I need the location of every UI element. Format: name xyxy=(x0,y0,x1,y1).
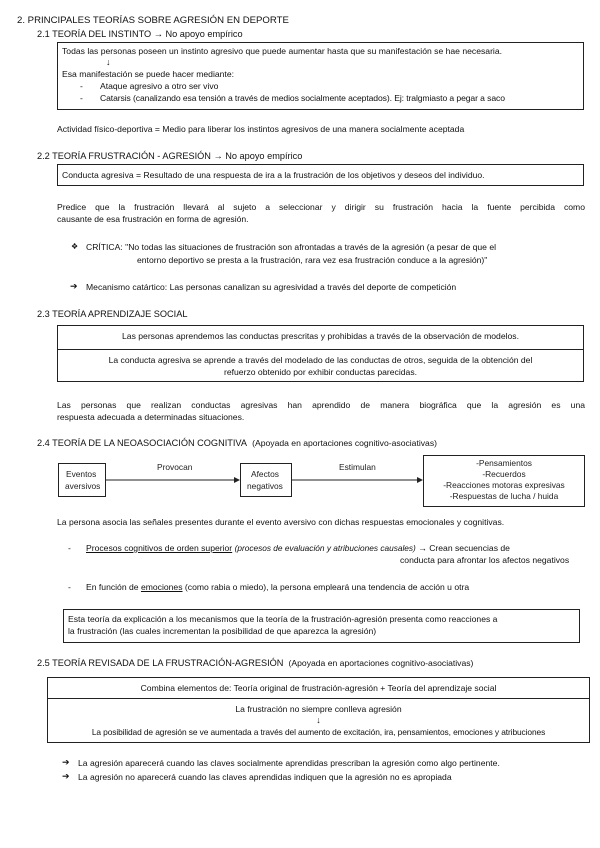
neo-item-1 xyxy=(86,543,510,554)
neo-box-line2: la frustración (las cuales incrementan la posibilidad de que aparezca la agresión) xyxy=(68,626,377,636)
diagram-label-estimulan: Estimulan xyxy=(339,462,376,472)
instinct-box-line2: Esa manifestación se puede hacer mediante: xyxy=(62,69,234,79)
dash-bullet: - xyxy=(80,81,83,91)
instinct-item-2: Catarsis (canalizando esa tensión a través de medios socialmente aceptados). Ej: tralgmiasto a pegar a saco xyxy=(100,93,505,103)
diagram-box3-line3: -Reacciones motoras expresivas xyxy=(443,480,565,490)
neo-explain-box xyxy=(63,609,580,643)
neo-item-2 xyxy=(86,582,469,593)
neo-item-1-italic: (procesos de evaluación y atribuciones causales) xyxy=(234,543,416,553)
neo-item-1-line2: conducta para afrontar los afectos negativos xyxy=(400,555,570,565)
down-arrow-icon: ↓ xyxy=(106,57,111,67)
revised-point-2: La agresión no aparecerá cuando las claves aprendidas indiquen que la agresión no es apropiada xyxy=(78,772,452,782)
social-box-bottom-line2: refuerzo obtenido por exhibir conductas parecidas. xyxy=(224,367,417,377)
arrowhead-2-icon xyxy=(417,477,423,483)
neo-box-line1: Esta teoría da explicación a los mecanismos que la teoría de la frustración-agresión presenta como reacciones a xyxy=(68,614,498,624)
section-2-4-title-main: 2.4 TEORÍA DE LA NEOASOCIACIÓN COGNITIVA xyxy=(37,438,248,448)
critica-line2: entorno deportivo se presta a la frustración, rara vez esa frustración conduce a la agresión)" xyxy=(137,255,488,265)
frustration-para-line2: causante de esa frustración en forma de agresión. xyxy=(57,214,249,224)
diagram-box3-line1: -Pensamientos xyxy=(476,458,532,468)
diagram-box3-line2: -Recuerdos xyxy=(482,469,526,479)
diagram-box1-line1: Eventos xyxy=(66,469,97,479)
revised-box-top: Combina elementos de: Teoría original de frustración-agresión + Teoría del aprendizaje social xyxy=(140,683,497,693)
social-para-line1: Las personas que realizan conductas agresivas han aprendido de manera biográfica que la agresión es una xyxy=(57,400,585,410)
diagram-box2-line2: negativos xyxy=(247,481,283,491)
revised-box-mid: La frustración no siempre conlleva agresión xyxy=(235,704,402,714)
revised-theory-box xyxy=(47,677,590,743)
arrow-bullet-icon: ➔ xyxy=(62,771,70,781)
page-heading: 2. PRINCIPALES TEORÍAS SOBRE AGRESIÓN EN DEPORTE xyxy=(17,15,289,26)
down-arrow-icon: ↓ xyxy=(316,715,321,725)
instinct-note: Actividad físico-deportiva = Medio para liberar los instintos agresivos de una manera socialmente aceptada xyxy=(57,124,465,134)
diagram-label-provocan: Provocan xyxy=(157,462,193,472)
revised-box-divider xyxy=(48,698,589,699)
diagram-box3-line4: -Respuestas de lucha / huida xyxy=(449,491,559,501)
neo-item-2-underlined: emociones xyxy=(140,582,183,592)
arrowhead-1-icon xyxy=(234,477,240,483)
diagram-box2-line1: Afectos xyxy=(251,469,279,479)
arrow-bullet-icon: ➔ xyxy=(62,757,70,767)
frustration-box-text: Conducta agresiva = Resultado de una respuesta de ira a la frustración de los objetivos y deseos del individuo. xyxy=(62,170,485,180)
neoassociation-para: La persona asocia las señales presentes durante el evento aversivo con dichas respuestas emocionales y cognitivas. xyxy=(57,517,505,527)
section-2-5-title xyxy=(37,657,473,669)
instinct-box-line1: Todas las personas poseen un instinto agresivo que puede aumentar hasta que su manifestación se hae necesaria. xyxy=(62,46,503,56)
social-box-bottom-line1: La conducta agresiva se aprende a través del modelado de las conductas de otros, seguida de la obtención del xyxy=(108,355,533,365)
section-2-5-title-note: (Apoyada en aportaciones cognitivo-asociativas) xyxy=(288,658,474,668)
neo-item-2-before: En función de xyxy=(86,582,139,592)
social-para-line2: respuesta adecuada a determinadas situaciones. xyxy=(57,412,245,422)
critica-line1: CRÍTICA: "No todas las situaciones de frustración son afrontadas a través de la agresión (a pesar de que el xyxy=(86,242,497,252)
frustration-para-line1: Predice que la frustración llevará al sujeto a seleccionar y dirigir su frustración hacia la fuente percibida como xyxy=(57,202,585,212)
neo-item-2-after: (como rabia o miedo), la persona empleará una tendencia de acción u otra xyxy=(184,582,470,592)
section-2-4-title-note: (Apoyada en aportaciones cognitivo-asociativas) xyxy=(252,438,437,448)
neo-item-1-underlined: Procesos cognitivos de orden superior xyxy=(86,543,233,553)
revised-point-1: La agresión aparecerá cuando las claves socialmente aprendidas prescriban la agresión como algo pertinente. xyxy=(78,758,500,768)
mecanismo-text: Mecanismo catártico: Las personas canalizan su agresividad a través del deporte de competición xyxy=(86,282,457,292)
revised-box-bottom: La posibilidad de agresión se ve aumentada a través del aumento de excitación, ira, pensamientos, emociones y atribuciones xyxy=(91,727,546,737)
diagram-box1-line2: aversivos xyxy=(65,481,101,491)
instinct-item-1: Ataque agresivo a otro ser vivo xyxy=(100,81,219,91)
dash-bullet: - xyxy=(68,582,71,592)
section-2-5-title-main: 2.5 TEORÍA REVISADA DE LA FRUSTRACIÓN-AGRESIÓN xyxy=(37,658,284,668)
dash-bullet: - xyxy=(68,543,71,553)
section-2-1-title: 2.1 TEORÍA DEL INSTINTO → No apoyo empírico xyxy=(37,29,243,39)
arrow-bullet-icon: ➔ xyxy=(70,281,78,291)
diamond-bullet-icon: ❖ xyxy=(71,242,79,251)
section-2-3-title: 2.3 TEORÍA APRENDIZAJE SOCIAL xyxy=(37,309,188,319)
social-box-top: Las personas aprendemos las conductas prescritas y prohibidas a través de la observación de modelos. xyxy=(122,331,519,341)
dash-bullet: - xyxy=(80,93,83,103)
section-2-2-title: 2.2 TEORÍA FRUSTRACIÓN - AGRESIÓN → No apoyo empírico xyxy=(37,151,303,161)
neo-item-1-rest: → Crean secuencias de xyxy=(418,543,510,553)
